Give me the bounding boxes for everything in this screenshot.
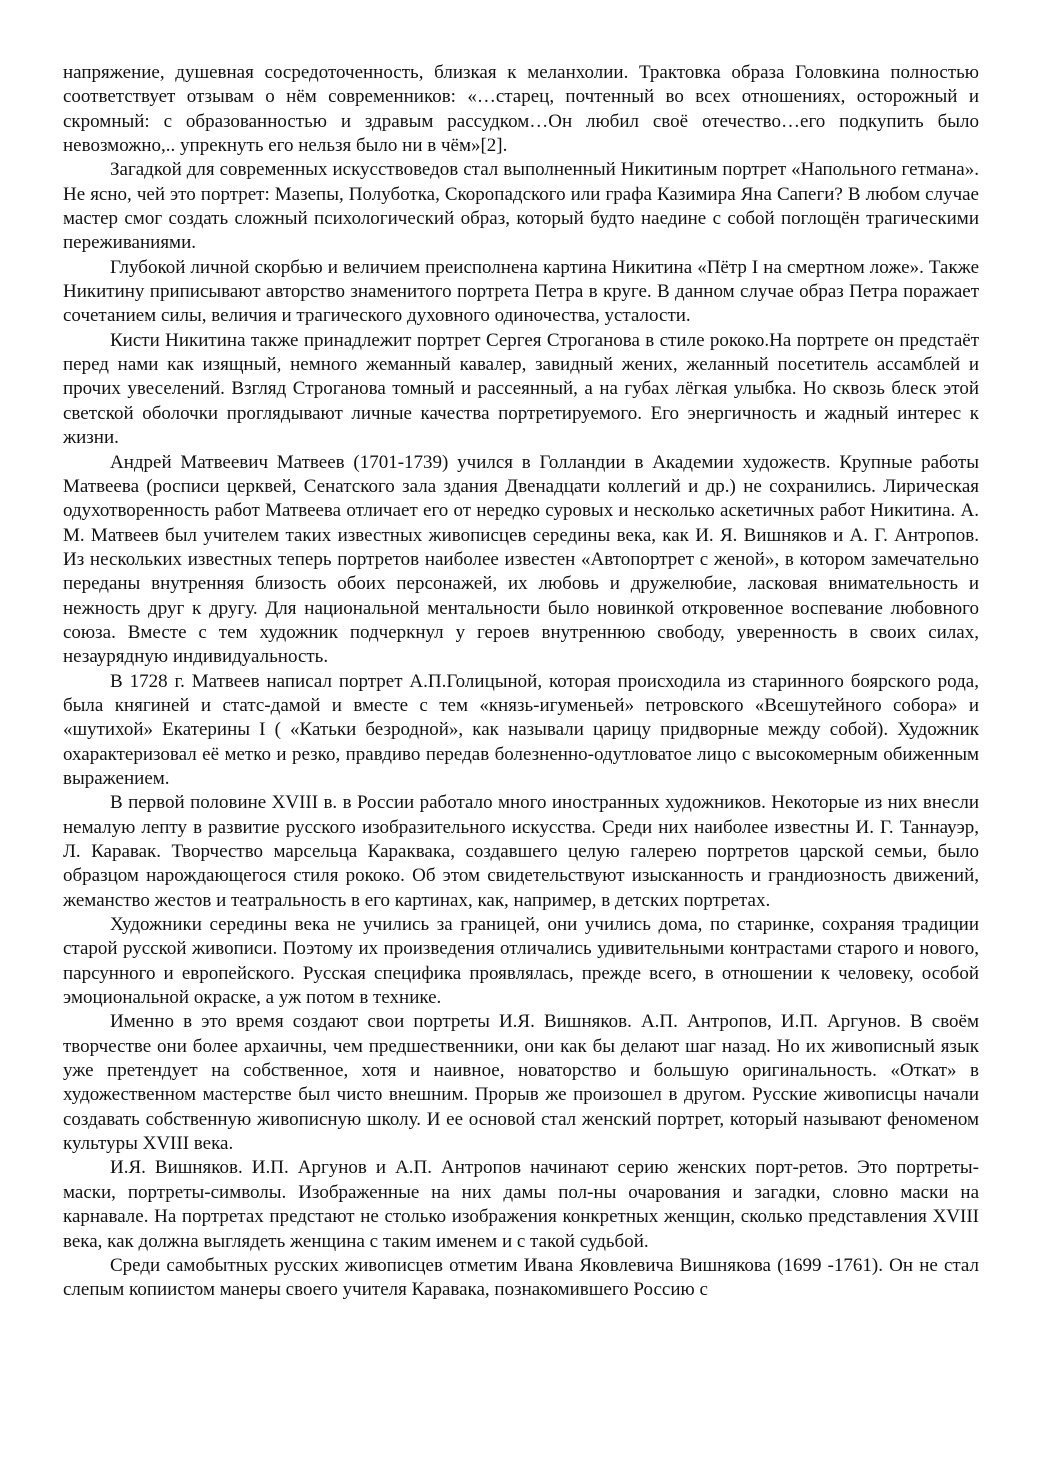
paragraph-portraitists-era: Именно в это время создают свои портреты И.Я. Вишняков. А.П. Антропов, И.П. Аргунов. В своём творчестве они более архаичны, чем предшественники, они как бы делают шаг назад. Но их живописный язык уже претендует на собственное, хотя и наивное, новаторство и большую оригинальность. «Откат» в художественном мастерстве был чисто внешним. Прорыв же произошел в другом. Русские живописцы начали создавать собственную живописную школу. И ее основой стал женский портрет, который называют феноменом культуры XVIII века.: [63, 1011, 979, 1155]
paragraph-napolny-hetman: Загадкой для современных искусствоведов стал выполненный Никитиным портрет «Напольного гетмана». Не ясно, чей это портрет: Мазепы, Полуботка, Скоропадского или графа Казимира Яна Сапеги? В любом случае мастер смог создать сложный психологический образ, который будто наедине с собой поглощён трагическими переживаниями.: [63, 159, 979, 254]
paragraph-peter-deathbed: Глубокой личной скорбью и величием преисполнена картина Никитина «Пётр I на смертном ложе». Также Никитину приписывают авторство знаменитого портрета Петра в круге. В данном случае образ Петра поражает сочетанием силы, величия и трагического духовного одиночества, усталости.: [63, 256, 979, 327]
paragraph-stroganov-portrait: Кисти Никитина также принадлежит портрет Сергея Строганова в стиле рококо.На портрете он предстаёт перед нами как изящный, немного жеманный кавалер, завидный жених, желанный посетитель ассамблей и прочих увеселений. Взгляд Строганова томный и рассеянный, а на губах лёгкая улыбка. Но сквозь блеск этой светской оболочки проглядывают личные качества портретируемого. Его энергичность и жадный интерес к жизни.: [63, 329, 979, 449]
paragraph-vishnyakov: Среди самобытных русских живописцев отметим Ивана Яковлевича Вишнякова (1699 -1761). Он не стал слепым копиистом манеры своего учителя Каравака, познакомившего Россию с: [63, 1254, 979, 1301]
paragraph-matveev: Андрей Матвеевич Матвеев (1701-1739) учился в Голландии в Академии художеств. Крупные работы Матвеева (росписи церквей, Сенатского зала здания Двенадцати коллегий и др.) не сохранились. Лирическая одухотворенность работ Матвеева отличает его от нередко суровых и несколько аскетичных работ Никитина. А. М. Матвеев был учителем таких известных живописцев середины века, как И. Я. Вишняков и А. Г. Антропов. Из нескольких известных теперь портретов наиболее известен «Автопортрет с женой», в котором замечательно переданы внутренняя близость обоих персонажей, их любовь и дружелюбие, ласковая внимательность и нежность друг к другу. Для национальной ментальности было новинкой откровенное воспевание любовного союза. Вместе с тем художник подчеркнул у героев внутреннюю свободу, уверенность в своих силах, незаурядную индивидуальность.: [63, 451, 979, 668]
paragraph-foreign-artists: В первой половине XVIII в. в России работало много иностранных художников. Некоторые из них внесли немалую лепту в развитие русского изобразительного искусства. Среди них наиболее известны И. Г. Таннауэр, Л. Каравак. Творчество марсельца Караквака, создавшего целую галерею портретов царской семьи, было образцом нарождающегося стиля рококо. Об этом свидетельствуют изысканность и грандиозность движений, жеманство жестов и театральность в его картинах, как, например, в детских портретах.: [63, 792, 979, 911]
paragraph-mid-century-artists: Художники середины века не учились за границей, они учились дома, по старинке, сохраняя традиции старой русской живописи. Поэтому их произведения отличались удивительными контрастами старого и нового, парсунного и европейского. Русская специфика проявлялась, прежде всего, в отношении к человеку, особой эмоциональной окраске, а уж потом в технике.: [63, 914, 979, 1009]
paragraph-female-portraits: И.Я. Вишняков. И.П. Аргунов и А.П. Антропов начинают серию женских порт-ретов. Это портреты-маски, портреты-символы. Изображенные на них дамы пол-ны очарования и загадки, словно маски на карнавале. На портретах предстают не столько изображения конкретных женщин, сколько представления XVIII века, как должна выглядеть женщина с таким именем и с такой судьбой.: [63, 1157, 979, 1252]
paragraph-golitsyna-portrait: В 1728 г. Матвеев написал портрет А.П.Голицыной, которая происходила из старинного боярского рода, была княгиней и статс-дамой и вместе с тем «князь-игуменьей» петровского «Всешутейного собора» и «шутихой» Екатерины I ( «Катьки безродной», как называли царицу придворные между собой). Художник охарактеризовал её метко и резко, правдиво передав болезненно-одутловатое лицо с высокомерным обиженным выражением.: [63, 670, 979, 789]
document-page: [63, 61, 979, 1303]
paragraph-golovkin-continuation: напряжение, душевная сосредоточенность, близкая к меланхолии. Трактовка образа Головкина полностью соответствует отзывам о нём современников: «…старец, почтенный во всех отношениях, осторожный и скромный: с образованностью и здравым рассудком…Он любил своё отечество…его подкупить было невозможно,.. упрекнуть его нельзя было ни в чём»[2].: [63, 62, 979, 157]
